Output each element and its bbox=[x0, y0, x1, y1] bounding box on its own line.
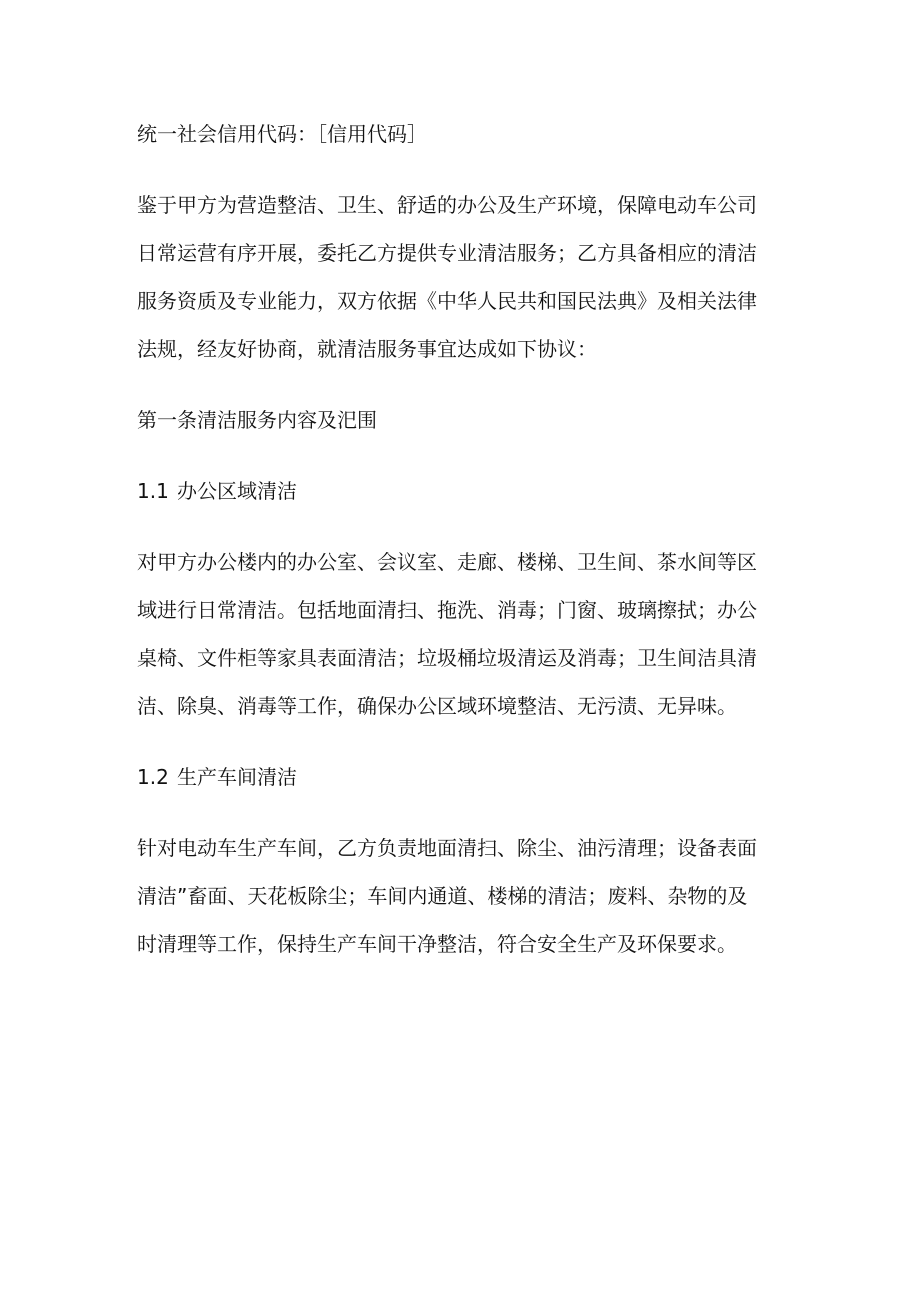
paragraph-line: 域进行日常清洁。包括地面清扫、拖洗、消毒；门窗、玻璃擦拭；办公 bbox=[137, 598, 757, 622]
spacer bbox=[137, 373, 763, 396]
spacer bbox=[137, 158, 763, 181]
preamble-line: 鉴于甲方为营造整洁、卫生、舒适的办公及生产环境，保障电动车公司 bbox=[137, 193, 757, 217]
spacer bbox=[137, 801, 763, 824]
article-1-heading: 第一条清洁服务内容及汜围 bbox=[137, 408, 377, 432]
section-title: 生产车间清洁 bbox=[177, 765, 297, 789]
paragraph-line: 时清理等工作，保持生产车间干净整洁，符合安全生产及环保要求。 bbox=[137, 932, 737, 956]
section-1-2-paragraph bbox=[137, 824, 763, 968]
preamble-line: 法规，经友好协商，就清洁服务事宜达成如下协议： bbox=[137, 337, 597, 361]
section-title: 办公区域清洁 bbox=[177, 479, 297, 503]
credit-code-line: 统一社会信用代码：［信用代码］ bbox=[137, 122, 427, 146]
paragraph-line: 对甲方办公楼内的办公室、会议室、走廊、楼梯、卫生间、茶水间等区 bbox=[137, 550, 757, 574]
section-number: 1.2 bbox=[137, 765, 169, 789]
spacer bbox=[137, 730, 763, 753]
preamble-line: 日常运营有序开展，委托乙方提供专业清洁服务；乙方具备相应的清洁 bbox=[137, 241, 757, 265]
section-1-1-paragraph bbox=[137, 538, 763, 730]
spacer bbox=[137, 515, 763, 538]
section-number: 1.1 bbox=[137, 479, 169, 503]
paragraph-line: 桌椅、文件柜等家具表面清洁；垃圾桶垃圾清运及消毒；卫生间洁具清 bbox=[137, 646, 757, 670]
paragraph-line: 针对电动车生产车间，乙方负责地面清扫、除尘、油污清理；设备表面 bbox=[137, 836, 757, 860]
spacer bbox=[137, 444, 763, 467]
preamble-line: 服务资质及专业能力，双方依据《中华人民共和国民法典》及相关法律 bbox=[137, 289, 757, 313]
paragraph-line: 洁、除臭、消毒等工作，确保办公区域环境整洁、无污渍、无异味。 bbox=[137, 694, 737, 718]
preamble-paragraph bbox=[137, 181, 763, 373]
section-1-2-heading bbox=[137, 753, 763, 801]
paragraph-line: 清洁”畜面、天花板除尘；车间内通道、楼梯的清洁；废料、杂物的及 bbox=[137, 884, 748, 908]
document-body bbox=[137, 110, 763, 968]
section-1-1-heading bbox=[137, 467, 763, 515]
